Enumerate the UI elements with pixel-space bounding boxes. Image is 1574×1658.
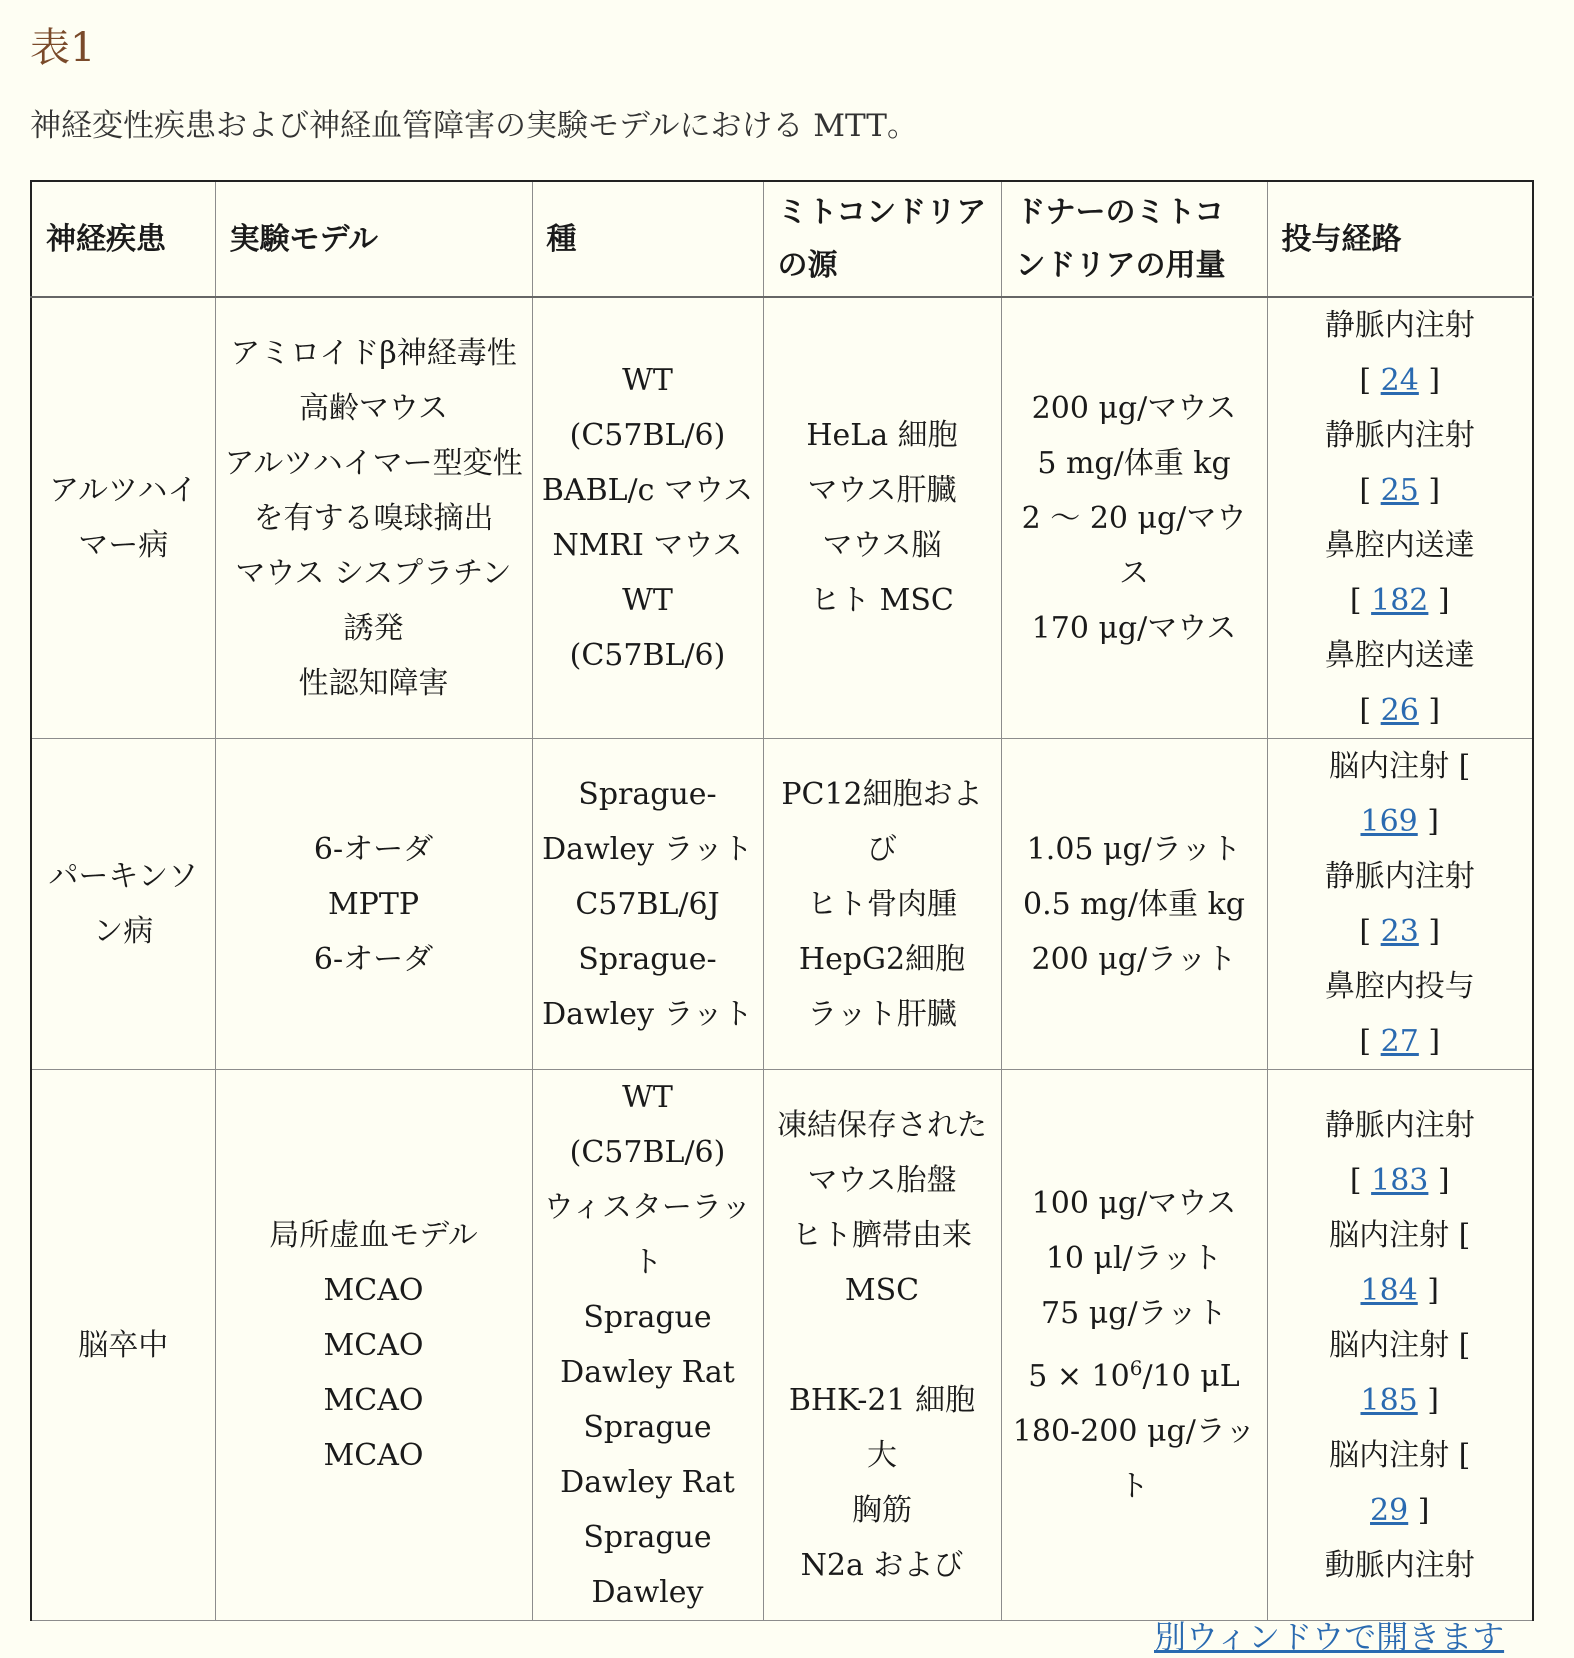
model-line: MPTP <box>327 886 420 922</box>
source-line: ヒト臍帯由来 <box>792 1217 972 1253</box>
dose-line: 75 μg/ラット <box>1041 1296 1227 1331</box>
dose-line: 200 μg/マウス <box>1031 390 1237 426</box>
source-line: マウス肝臓 <box>807 473 957 508</box>
species-line: WT (C57BL/6) <box>569 1080 726 1170</box>
route-line: 脳内注射 [ <box>1329 1437 1471 1473</box>
model-line: MCAO <box>323 1382 424 1418</box>
model-line: 6-オーダ <box>313 831 434 867</box>
table-viewport[interactable] <box>30 180 1534 1610</box>
dose-line: 200 μg/ラット <box>1031 941 1237 977</box>
column-header-model: 実験モデル <box>215 181 532 297</box>
reference-link[interactable]: 184 <box>1360 1272 1418 1308</box>
source-line: N2a および <box>800 1547 964 1583</box>
route-ref: [ 26 ] <box>1359 693 1441 728</box>
route-line: 鼻腔内送達 <box>1324 638 1475 673</box>
source-line: ヒト骨肉腫 <box>807 886 957 922</box>
dose-line: 170 μg/マウス <box>1031 610 1237 646</box>
dose-line: 1.05 μg/ラット <box>1026 831 1242 867</box>
route-line: 静脈内注射 <box>1324 308 1475 343</box>
route-line: 静脈内注射 <box>1324 859 1475 894</box>
species-line: Sprague Dawley Rat <box>560 1300 735 1390</box>
dose-line: 0.5 mg/体重 kg <box>1023 886 1245 922</box>
column-header-disease: 神経疾患 <box>31 181 215 297</box>
reference-link[interactable]: 27 <box>1380 1024 1419 1059</box>
route-ref: 184 ] <box>1360 1272 1439 1308</box>
dose-line: 10 μl/ラット <box>1045 1241 1223 1276</box>
route-line: 鼻腔内投与 <box>1324 969 1475 1004</box>
reference-link[interactable]: 23 <box>1380 914 1419 949</box>
table-row <box>31 739 1533 1070</box>
source-line: MSC <box>844 1272 920 1308</box>
source-line: マウス胎盤 <box>807 1162 957 1198</box>
species-line: NMRI マウス <box>552 528 743 563</box>
table-title: 表1 <box>30 25 96 71</box>
route-ref: [ 27 ] <box>1359 1024 1441 1059</box>
route-ref: [ 24 ] <box>1359 363 1441 398</box>
source-line: HeLa 細胞 <box>806 418 958 453</box>
table-row <box>31 297 1533 739</box>
source-line: 凍結保存された <box>777 1107 987 1143</box>
reference-link[interactable]: 24 <box>1380 363 1419 398</box>
species-line: BABL/c マウス <box>541 473 754 508</box>
model-line: アルツハイマー型変性を有する嗅球摘出 <box>224 445 523 536</box>
model-cell <box>215 1070 532 1621</box>
data-table <box>30 180 1534 1621</box>
source-line: BHK-21 細胞 <box>788 1382 976 1418</box>
reference-link[interactable]: 26 <box>1380 693 1419 728</box>
species-cell <box>532 739 763 1070</box>
route-line: 動脈内注射 <box>1324 1547 1475 1583</box>
disease-cell: パーキンソン病 <box>31 739 215 1070</box>
route-line: 脳内注射 [ <box>1329 749 1471 784</box>
route-line: 静脈内注射 <box>1324 1107 1475 1143</box>
route-ref: [ 23 ] <box>1359 914 1441 949</box>
model-line: MCAO <box>323 1327 424 1363</box>
species-cell <box>532 1070 763 1621</box>
model-line: MCAO <box>323 1272 424 1308</box>
model-line: マウス シスプラチン誘発 <box>235 555 512 646</box>
column-header-route: 投与経路 <box>1267 181 1533 297</box>
dose-line: 100 μg/マウス <box>1031 1186 1237 1221</box>
model-line: アミロイドβ神経毒性 <box>230 335 517 371</box>
source-cell <box>763 739 1001 1070</box>
model-line: 性認知障害 <box>298 665 449 701</box>
model-line: 高齢マウス <box>298 390 449 426</box>
model-cell <box>215 739 532 1070</box>
reference-link[interactable]: 183 <box>1371 1162 1429 1198</box>
species-cell <box>532 297 763 739</box>
dose-cell <box>1001 739 1267 1070</box>
species-line: WT (C57BL/6) <box>569 363 726 453</box>
column-header-dose: ドナーのミトコンドリアの用量 <box>1001 181 1267 297</box>
model-line: 局所虚血モデル <box>269 1217 478 1253</box>
source-cell <box>763 1070 1001 1621</box>
reference-link[interactable]: 185 <box>1360 1382 1418 1418</box>
source-line: HepG2細胞 <box>798 941 966 977</box>
species-line: Sprague-Dawley ラット <box>542 776 753 867</box>
route-ref: 169 ] <box>1360 804 1439 839</box>
column-header-species: 種 <box>532 181 763 297</box>
table-caption: 神経変性疾患および神経血管障害の実験モデルにおける MTT。 <box>30 108 918 144</box>
route-ref: 185 ] <box>1360 1382 1439 1418</box>
source-line: マウス脳 <box>822 528 942 563</box>
route-line: 鼻腔内送達 <box>1324 528 1475 563</box>
disease-cell: アルツハイマー病 <box>31 297 215 739</box>
route-ref: 29 ] <box>1370 1492 1430 1528</box>
model-line: MCAO <box>323 1437 424 1473</box>
reference-link[interactable]: 29 <box>1370 1492 1409 1528</box>
species-line: WT (C57BL/6) <box>569 583 726 673</box>
header-row <box>31 181 1533 297</box>
source-spacer <box>772 1318 993 1373</box>
species-line: Sprague-Dawley ラット <box>542 941 753 1032</box>
reference-link[interactable]: 25 <box>1380 473 1419 508</box>
reference-link[interactable]: 182 <box>1371 583 1429 618</box>
table-row <box>31 1070 1533 1621</box>
species-line: Sprague Dawley <box>583 1520 712 1610</box>
route-ref: [ 182 ] <box>1349 583 1450 618</box>
dose-line: $5 \times 10^6/10$ μL <box>1028 1356 1240 1394</box>
dose-line: 2 〜 20 μg/マウス <box>1021 500 1247 591</box>
route-line: 脳内注射 [ <box>1329 1217 1471 1253</box>
route-cell <box>1267 739 1533 1070</box>
route-line: 脳内注射 [ <box>1329 1327 1471 1363</box>
route-ref: [ 25 ] <box>1359 473 1441 508</box>
open-in-new-window-link[interactable]: 別ウィンドウで開きます <box>1154 1618 1505 1656</box>
source-line: PC12細胞および <box>781 776 983 867</box>
model-cell <box>215 297 532 739</box>
dose-line: 5 mg/体重 kg <box>1037 445 1231 481</box>
reference-link[interactable]: 169 <box>1360 804 1418 839</box>
species-line: Sprague Dawley Rat <box>560 1410 735 1500</box>
dose-cell <box>1001 1070 1267 1621</box>
dose-cell <box>1001 297 1267 739</box>
source-line: ラット肝臓 <box>807 996 957 1032</box>
species-line: ウィスターラット <box>543 1190 752 1280</box>
disease-cell: 脳卒中 <box>31 1070 215 1621</box>
species-line: C57BL/6J <box>575 886 720 922</box>
route-line: 静脈内注射 <box>1324 418 1475 453</box>
route-ref: [ 183 ] <box>1349 1162 1450 1198</box>
exponent: 6 <box>1129 1356 1143 1380</box>
source-line: 胸筋 <box>852 1492 912 1528</box>
source-cell <box>763 297 1001 739</box>
route-cell <box>1267 1070 1533 1621</box>
column-header-source: ミトコンドリアの源 <box>763 181 1001 297</box>
model-line: 6-オーダ <box>313 941 434 977</box>
source-line: 大 <box>867 1437 897 1473</box>
route-cell <box>1267 297 1533 739</box>
source-line: ヒト MSC <box>810 583 954 618</box>
dose-line: 180-200 μg/ラット <box>1012 1414 1256 1504</box>
